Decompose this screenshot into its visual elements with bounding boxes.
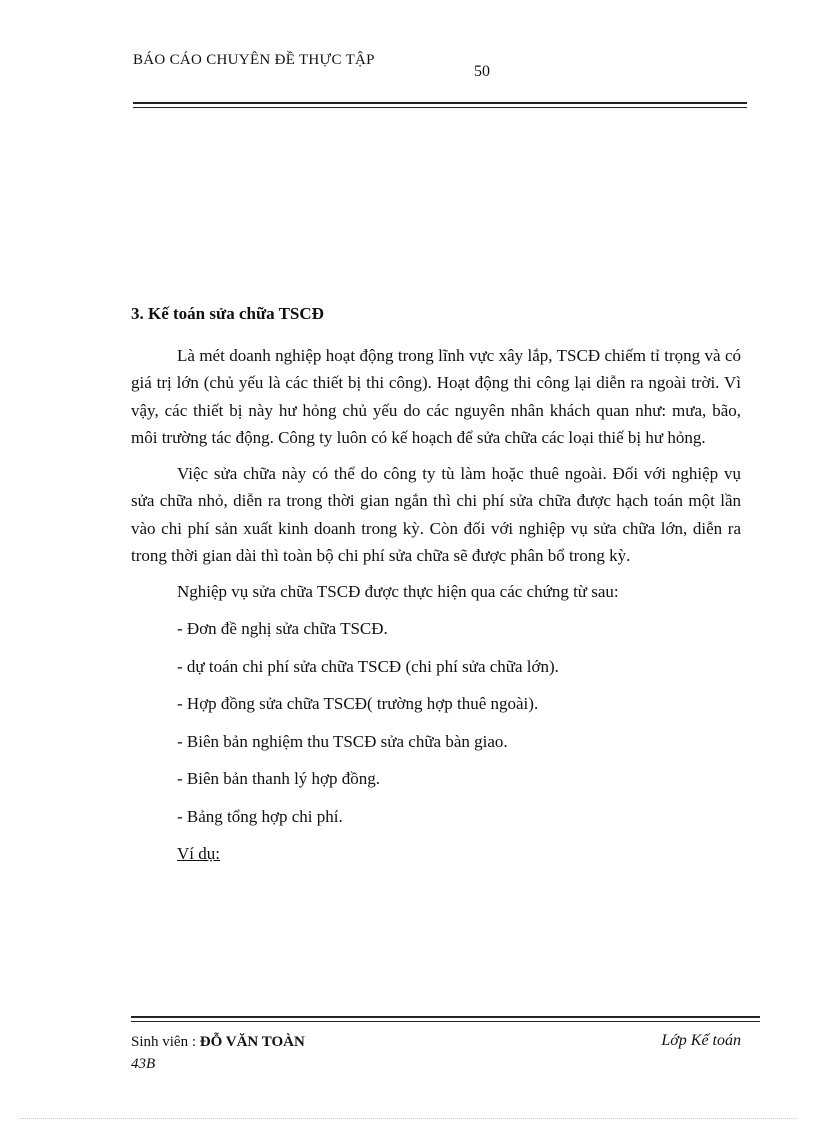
documents-intro: Nghiệp vụ sửa chữa TSCĐ được thực hiện qua các chứng từ sau:	[177, 581, 619, 601]
report-title: BÁO CÁO CHUYÊN ĐỀ THỰC TẬP	[133, 52, 375, 68]
list-item: - Đơn đề nghị sửa chữa TSCĐ.	[177, 619, 388, 638]
paragraph: Là mét doanh nghiệp hoạt động trong lĩnh vực xây lắp, TSCĐ chiếm tỉ trọng và có giá trị lớn (chủ yếu là các thiết bị thi công). Hoạt động thi công lại diễn ra ngoài trời. Vì vậy, các thiết bị này hư hỏng chủ yếu do các nguyên nhân khách quan như: mưa, bão, môi trường tác động. Công ty luôn có kế hoạch để sửa chữa các loại thiế bị hư hỏng.	[131, 345, 741, 447]
footer-rule-top	[131, 1016, 760, 1018]
list-item: - Bảng tổng hợp chi phí.	[177, 806, 343, 826]
footer-student	[131, 1034, 305, 1051]
header-rule-top	[133, 102, 747, 104]
paragraph: Việc sửa chữa này có thể do công ty tù làm hoặc thuê ngoài. Đối với nghiệp vụ sửa chữa nhỏ, diễn ra trong thời gian ngắn thì chi phí sửa chữa được hạch toán một lần vào chi phí sản xuất kinh doanh trong kỳ. Còn đối với nghiệp vụ sửa chữa lớn, diễn ra trong thời gian dài thì toàn bộ chi phí sửa chữa sẽ được phân bổ trong kỳ.	[131, 463, 741, 565]
example-label: Ví dụ:	[177, 844, 220, 863]
student-name: ĐỖ VĂN TOÀN	[199, 1034, 305, 1050]
bottom-divider	[20, 1118, 796, 1119]
main-content	[131, 300, 741, 868]
class-code: 43B	[131, 1056, 156, 1072]
header-rule-bottom	[133, 107, 747, 108]
page-number: 50	[474, 63, 490, 80]
list-item: - dự toán chi phí sửa chữa TSCĐ (chi phí sửa chữa lớn).	[177, 656, 559, 676]
section-heading: 3. Kế toán sửa chữa TSCĐ	[131, 304, 324, 323]
list-item: - Hợp đồng sửa chữa TSCĐ( trường hợp thuê ngoài).	[177, 694, 539, 713]
documents-list	[131, 615, 741, 830]
list-item: - Biên bản thanh lý hợp đồng.	[177, 769, 381, 788]
student-label: Sinh viên :	[131, 1034, 197, 1050]
footer-rule-bottom	[131, 1021, 760, 1022]
list-item: - Biên bản nghiệm thu TSCĐ sửa chữa bàn giao.	[177, 731, 508, 751]
class-label: Lớp Kế toán	[661, 1032, 741, 1049]
